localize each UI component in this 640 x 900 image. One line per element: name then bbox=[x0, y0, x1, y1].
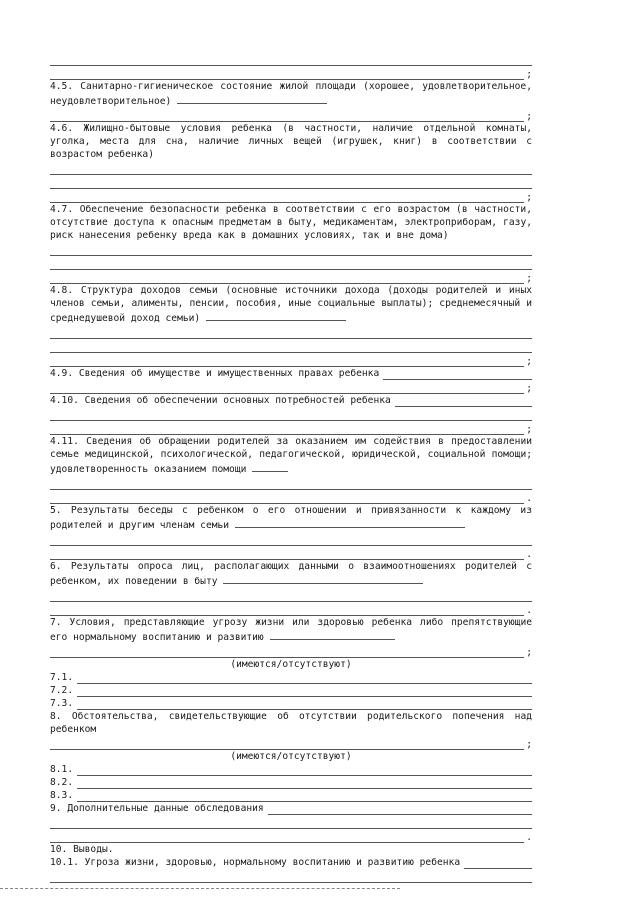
section-text: 4.11. Сведения об обращении родителей за оказанием им содействия в предоставлении семье медицинской, психологической, педагогической, юридической, социальной помощи; удовлетворенность оказанием помощи bbox=[50, 436, 532, 475]
fill-blank[interactable] bbox=[268, 803, 532, 815]
fill-line[interactable] bbox=[50, 108, 532, 122]
section-text: 9. Дополнительные данные обследования bbox=[50, 803, 264, 814]
fill-line[interactable] bbox=[50, 52, 532, 66]
section-6 bbox=[50, 560, 532, 588]
punctuation: . bbox=[526, 549, 532, 560]
fill-blank[interactable] bbox=[383, 368, 532, 380]
section-text: 4.9. Сведения об имуществе и имущественных правах ребенка bbox=[50, 368, 380, 379]
fill-line[interactable] bbox=[50, 490, 532, 504]
fill-line[interactable] bbox=[50, 161, 532, 175]
fill-blank[interactable] bbox=[177, 93, 327, 104]
fill-blank[interactable] bbox=[206, 310, 346, 321]
fill-blank[interactable] bbox=[464, 857, 532, 869]
fill-blank[interactable] bbox=[77, 685, 532, 697]
section-4-5 bbox=[50, 80, 532, 108]
section-text: 10.1. Угроза жизни, здоровью, нормальному воспитанию и развитию ребенка bbox=[50, 857, 461, 868]
punctuation: . bbox=[526, 493, 532, 504]
section-4-10 bbox=[50, 394, 532, 407]
page-bottom-rule bbox=[0, 888, 400, 889]
list-item bbox=[50, 763, 532, 776]
fill-line[interactable] bbox=[50, 588, 532, 602]
fill-line[interactable] bbox=[50, 325, 532, 339]
section-7 bbox=[50, 616, 532, 644]
list-item bbox=[50, 671, 532, 684]
fill-blank[interactable] bbox=[77, 777, 532, 789]
fill-line[interactable] bbox=[50, 339, 532, 353]
fill-line[interactable] bbox=[50, 270, 532, 284]
section-text: 7. Условия, представляющие угрозу жизни или здоровью ребенка либо препятствующие его нормальному воспитанию и развитию bbox=[50, 617, 532, 643]
fill-blank[interactable] bbox=[77, 698, 532, 710]
section-9 bbox=[50, 802, 532, 815]
punctuation: ; bbox=[526, 739, 532, 750]
punctuation: ; bbox=[526, 647, 532, 658]
fill-line[interactable] bbox=[50, 815, 532, 829]
list-item bbox=[50, 789, 532, 802]
section-4-9 bbox=[50, 367, 532, 380]
section-10-heading: 10. Выводы. bbox=[50, 844, 114, 855]
fill-line[interactable] bbox=[50, 476, 532, 490]
fill-line[interactable] bbox=[50, 869, 532, 883]
item-number: 8.2. bbox=[50, 777, 74, 788]
punctuation: ; bbox=[526, 424, 532, 435]
section-5 bbox=[50, 504, 532, 532]
fill-blank[interactable] bbox=[252, 461, 288, 472]
punctuation: ; bbox=[526, 273, 532, 284]
punctuation: ; bbox=[526, 69, 532, 80]
fill-line[interactable] bbox=[50, 175, 532, 189]
fill-line[interactable] bbox=[50, 353, 532, 367]
section-text: 4.8. Структура доходов семьи (основные источники дохода (доходы родителей и иных членов семьи, алименты, пенсии, пособия, иные социальные выплаты); среднемесячный и среднедушевой доход семьи) bbox=[50, 285, 532, 324]
list-item bbox=[50, 684, 532, 697]
item-number: 7.1. bbox=[50, 672, 74, 683]
fill-blank[interactable] bbox=[77, 790, 532, 802]
fill-blank[interactable] bbox=[77, 764, 532, 776]
fill-line[interactable] bbox=[50, 602, 532, 616]
fill-line[interactable] bbox=[50, 736, 532, 750]
section-4-11 bbox=[50, 435, 532, 476]
fill-line[interactable] bbox=[50, 546, 532, 560]
punctuation: . bbox=[526, 605, 532, 616]
fill-line[interactable] bbox=[50, 256, 532, 270]
section-text: 4.10. Сведения об обеспечении основных потребностей ребенка bbox=[50, 395, 391, 406]
punctuation: . bbox=[526, 832, 532, 843]
fill-line[interactable] bbox=[50, 421, 532, 435]
fill-blank[interactable] bbox=[77, 672, 532, 684]
fill-blank[interactable] bbox=[270, 629, 395, 640]
fill-line[interactable] bbox=[50, 407, 532, 421]
list-item bbox=[50, 697, 532, 710]
list-item bbox=[50, 776, 532, 789]
punctuation: ; bbox=[526, 356, 532, 367]
form-page bbox=[50, 52, 532, 883]
punctuation: ; bbox=[526, 383, 532, 394]
fill-line[interactable] bbox=[50, 644, 532, 658]
fill-line[interactable] bbox=[50, 66, 532, 80]
section-4-6 bbox=[50, 122, 532, 161]
fill-line[interactable] bbox=[50, 380, 532, 394]
fill-line[interactable] bbox=[50, 829, 532, 843]
fill-line[interactable] bbox=[50, 242, 532, 256]
punctuation: ; bbox=[526, 111, 532, 122]
section-10-1 bbox=[50, 856, 532, 869]
fill-line[interactable] bbox=[50, 189, 532, 203]
hint-caption: (имеются/отсутствуют) bbox=[230, 751, 352, 762]
item-number: 8.3. bbox=[50, 790, 74, 801]
fill-blank[interactable] bbox=[223, 573, 423, 584]
item-number: 7.3. bbox=[50, 698, 74, 709]
fill-line[interactable] bbox=[50, 532, 532, 546]
section-8 bbox=[50, 710, 532, 736]
section-text: 6. Результаты опроса лиц, располагающих данными о взаимоотношениях родителей с ребенком, их поведении в быту bbox=[50, 561, 532, 587]
section-4-8 bbox=[50, 284, 532, 325]
section-text: 4.5. Санитарно-гигиеническое состояние жилой площади (хорошее, удовлетворительное, неудовлетворительное) bbox=[50, 81, 532, 107]
fill-blank[interactable] bbox=[235, 517, 465, 528]
item-number: 8.1. bbox=[50, 764, 74, 775]
hint-caption: (имеются/отсутствуют) bbox=[230, 659, 352, 670]
section-text: 4.7. Обеспечение безопасности ребенка в соответствии с его возрастом (в частности, отсутствие доступа к опасным предметам в быту, медикаментам, электроприборам, газу, риск нанесения ребенку вреда как в домашних условиях, так и вне дома) bbox=[50, 204, 532, 241]
fill-blank[interactable] bbox=[395, 395, 532, 407]
section-text: 8. Обстоятельства, свидетельствующие об отсутствии родительского попечения над ребенком bbox=[50, 711, 532, 735]
section-text: 5. Результаты беседы с ребенком о его отношении и привязанности к каждому из родителей и другим членам семьи bbox=[50, 505, 532, 531]
punctuation: ; bbox=[526, 192, 532, 203]
section-text: 4.6. Жилищно-бытовые условия ребенка (в частности, наличие отдельной комнаты, уголка, места для сна, наличие личных вещей (игрушек, книг) в соответствии с возрастом ребенка) bbox=[50, 123, 532, 160]
item-number: 7.2. bbox=[50, 685, 74, 696]
section-4-7 bbox=[50, 203, 532, 242]
